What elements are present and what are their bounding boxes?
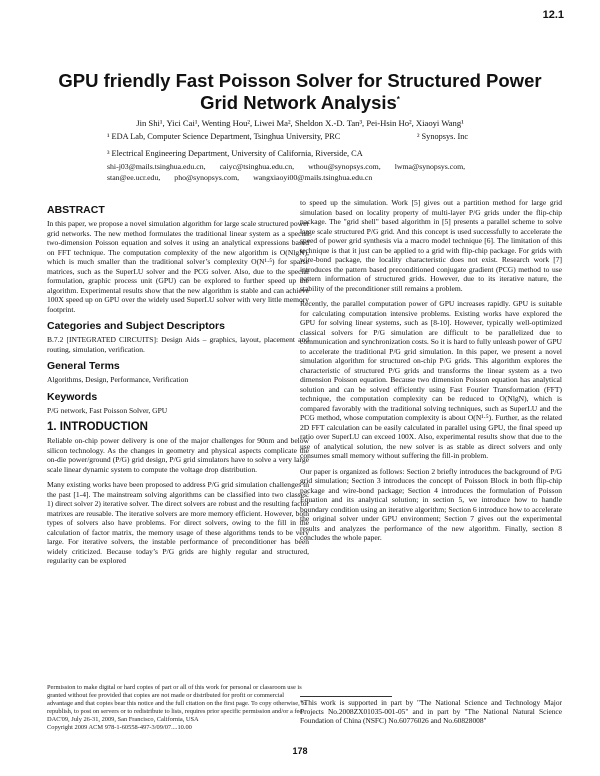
section-id: 12.1 [542, 9, 564, 21]
page-number: 178 [292, 746, 308, 756]
keywords-heading: Keywords [47, 390, 98, 403]
footnote-rule [300, 696, 392, 697]
email: wangxiaoyi00@mails.tsinghua.edu.cn [253, 172, 373, 182]
affiliation-3: ³ Electrical Engineering Department, University of California, Riverside, CA [107, 149, 363, 158]
right-paragraph-2: Recently, the parallel computation power of GPU increases rapidly. GPU is suitable for calculating computation intensive problems. Existing works have explored the GPU for solving linear systems, such as [8-10]. However, typically well-optimized classical solvers for P/G simulation are difficult to be parallelized due to communication and synchronization costs. So it is hard to fully unleash power of GPU to accelerate the traditional P/G grid simulation. In this paper, we present a novel simulation algorithm for structured on-chip P/G grids. This algorithm explores the characteristic of structured P/G grids and transforms the linear system as a two dimension Poisson equation. Because two dimension Poisson equation has analytical solution and can be solved efficiently using Fast Fourier Transformation (FFT) technique, the computation complexity can be reduced to O(NlgN), which is compared favorably with the traditional solving techniques, such as SuperLU and the PCG method, whose computation complexity is about O(N¹·⁵). Further, as the related 2D FFT calculation can be easily calculated in parallel using GPU, the final speed up ratio over SuperLU can exceed 100X. Also, experimental results show that due to the use of analytical solution, the new solver is as stable as direct solvers and only consumes small memory without suffering the fill-in problem. [300, 299, 562, 460]
right-paragraph-3: Our paper is organized as follows: Section 2 briefly introduces the background of P/G grid simulation; Section 3 introduces the concept of Poisson Block in both flip-chip package and wire-bond package; Section 4 introduces the formulation of Poisson Equation and its analytical solution; in section 5, we introduce how to handle boundary condition using an iterative algorithm; Section 6 introduce how to accelerate the original solver under GPU environment; Section 7 gives out the experimental results and analyzes the performance of the new algorithm. Finally, section 8 concludes the whole paper. [300, 466, 562, 542]
permission-notice [47, 684, 309, 732]
intro-paragraph-2: Many existing works have been proposed to address P/G grid simulation challenges in the past [1-4]. The mainstream solving algorithms can be classified into two classes: 1) direct solver 2) iterative solver. The direct solvers are robust and the resulting factor matrixes are reusable. The iterative solvers are more memory efficient. However, both types of solvers also have problems. For direct solvers, owing to the fill in the calculation of factor matrix, the memory usage of these algorithms tends to be very large. For iterative solvers, the instable performance of preconditioner has been widely criticized. Because today’s P/G grids are highly regular and structured, regularity can be explored [47, 480, 309, 565]
email: pho@synopsys.com, [174, 172, 240, 182]
title-line-1: GPU friendly Fast Poisson Solver for Structured Power [58, 70, 542, 91]
author-list: Jin Shi¹, Yici Cai¹, Wenting Hou², Liwei Ma², Sheldon X.-D. Tan³, Pei-Hsin Ho², Xiaoyi Wang¹ [136, 118, 464, 128]
general-terms-heading: General Terms [47, 360, 120, 372]
title-line-2-text: Grid Network Analysis [200, 92, 397, 113]
right-column [300, 198, 562, 549]
categories-text: B.7.2 [INTEGRATED CIRCUITS]: Design Aids – graphics, layout, placement and routing, simulation, verification. [47, 335, 309, 354]
introduction-heading: 1. INTRODUCTION [47, 421, 148, 433]
email: shi-j03@mails.tsinghua.edu.cn, [107, 162, 206, 171]
email: lwma@synopsys.com, [394, 162, 466, 171]
title-line-2 [40, 92, 560, 114]
email-line-2 [107, 173, 479, 184]
intro-paragraph-1: Reliable on-chip power delivery is one of the major challenges for 90nm and below silicon technology. As the changes in geometry and physical aspects complicate the on-die power/ground (P/G) grid design, P/G grid simulators have to solve a very large scale linear dynamic system to compute the voltage drop distribution. [47, 436, 309, 474]
categories-heading: Categories and Subject Descriptors [47, 320, 225, 332]
paper-title [40, 70, 560, 114]
abstract-heading: ABSTRACT [47, 204, 105, 216]
keywords-text: P/G network, Fast Poisson Solver, GPU [47, 405, 168, 415]
left-column [47, 200, 309, 572]
copyright-line: Copyright 2009 ACM 978-1-60558-497-3/09/07....10.00 [47, 724, 192, 731]
conference-line: DAC'09, July 26-31, 2009, San Francisco, California, USA [47, 716, 199, 723]
abstract-text: In this paper, we propose a novel simulation algorithm for large scale structured power grid networks. The new method formulates the traditional linear system as a special two-dimension Poisson equation and solves it using an analytical expressions based on FFT technique. The computation complexity of the new algorithm is O(NlgN), which is much smaller than the traditional solver’s complexity O(N¹·⁵) for sparse matrices, such as the SuperLU solver and the PCG solver. Also, due to the special formulation, graphic process unit (GPU) can be explored to further speed up the algorithm. Experimental results show that the new algorithm is stable and can achieve 100X speed up on GPU over the widely used SuperLU solver with very little memory footprint. [47, 219, 309, 314]
title-footnote-mark: * [396, 94, 400, 104]
affiliation-2: ² Synopsys. Inc [417, 132, 469, 141]
email: wthou@synopsys.com, [308, 162, 381, 171]
affiliation-1: ¹ EDA Lab, Computer Science Department, Tsinghua University, PRC [107, 132, 341, 141]
right-paragraph-1: to speed up the simulation. Work [5] gives out a partition method for large grid simulation based on locality property of multi-layer P/G grids under the flip-chip package. The "grid shell" based algorithm in [5] presents a parallel scheme to solve large scale structured P/G grid. And this concept is used successfully to accelerate the speed of power grid synthesis via a macro model technique [6]. The limitation of this technique is that it just can be applied to a grid with flip-chip package. For grids with wire-bond package, the locality characteristic does not exist. Research work [7] introduces the pattern based preconditioned conjugate gradient (PCG) method to use pattern information of structured grids. However, due to its iterative nature, the stability of the preconditioner still remains a problem. [300, 198, 562, 293]
general-terms-text: Algorithms, Design, Performance, Verification [47, 375, 189, 384]
funding-footnote: *This work is supported in part by "The National Science and Technology Major Projects No.2008ZX01035-001-05" and in part by "The National Natural Science Foundation of China (NSFC) No.60776026 and No.60828008" [300, 698, 562, 726]
email-block [107, 162, 479, 183]
permission-text: Permission to make digital or hard copies of part or all of this work for personal or classroom use is granted without fee provided that copies are not made or distributed for profit or commercial advantage and that copies bear this notice and the full citation on the first page. To copy otherwise, to republish, to post on servers or to redistribute to lists, requires prior specific permission and/or a fee. [47, 684, 307, 715]
email: stan@ee.ucr.edu, [107, 172, 161, 182]
email-line-1 [107, 162, 479, 173]
email: caiyc@tsinghua.edu.cn, [219, 162, 295, 171]
